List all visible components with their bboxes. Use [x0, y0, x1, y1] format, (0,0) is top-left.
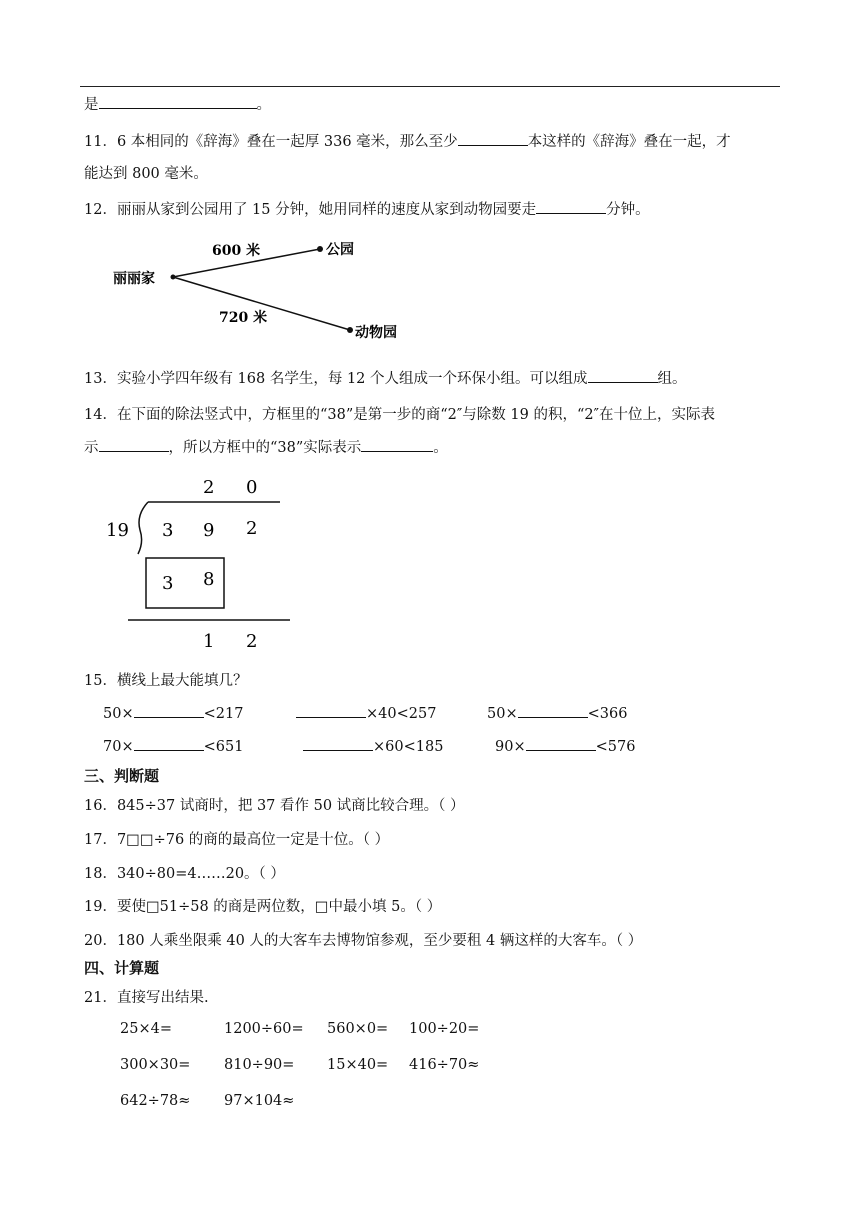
divisor: 19: [106, 520, 129, 541]
judge-question: 17．7□□÷76 的商的最高位一定是十位。（ ）: [84, 832, 390, 848]
answer-blank[interactable]: [458, 132, 528, 146]
text: ，所以方框中的“38”实际表示: [168, 440, 362, 456]
text: 示: [84, 440, 99, 456]
zoo-label: 动物园: [355, 325, 397, 341]
answer-blank[interactable]: [296, 704, 366, 718]
inequality-item: [303, 737, 443, 755]
remainder-digit: 1: [203, 631, 215, 652]
dividend-digit: 3: [162, 520, 174, 541]
text: 。: [256, 97, 271, 113]
inequality-item: [487, 704, 627, 722]
judge-question: 20．180 人乘坐限乘 40 人的大客车去博物馆参观，至少要租 4 辆这样的大客车。（ ）: [84, 933, 643, 949]
text: 50×: [487, 706, 518, 722]
park-label: 公园: [326, 242, 354, 258]
calc-item: 416÷70≈: [409, 1057, 480, 1073]
text: 70×: [103, 739, 134, 755]
text: 12．丽丽从家到公园用了 15 分钟，她用同样的速度从家到动物园要走: [84, 202, 537, 218]
section-title: 三、判断题: [84, 767, 160, 785]
calc-item: 100÷20=: [409, 1021, 480, 1037]
question-11-line1: [84, 130, 731, 151]
question-21-title: 21．直接写出结果.: [84, 990, 209, 1006]
inequality-item: [103, 704, 243, 722]
dividend-digit: 9: [203, 520, 215, 541]
home-dot: [171, 275, 176, 280]
zoo-dot: [347, 327, 353, 333]
quotient-digit: 0: [246, 477, 258, 498]
text: 90×: [495, 739, 526, 755]
answer-blank[interactable]: [134, 704, 204, 718]
answer-blank[interactable]: [518, 704, 588, 718]
question-15-title: 15．横线上最大能填几？: [84, 673, 248, 689]
inequality-item: [103, 737, 243, 755]
calc-item: 642÷78≈: [120, 1093, 191, 1109]
calc-item: 97×104≈: [224, 1093, 295, 1109]
calc-item: 560×0=: [327, 1021, 389, 1037]
answer-blank[interactable]: [361, 438, 433, 452]
text: 本这样的《辞海》叠在一起，才: [527, 134, 731, 150]
question-13: [84, 367, 687, 388]
product-digit: 8: [203, 569, 215, 590]
product-digit: 3: [162, 573, 174, 594]
answer-blank[interactable]: [526, 737, 596, 751]
text: 11．6 本相同的《辞海》叠在一起厚 336 毫米，那么至少: [84, 134, 458, 150]
text: 。: [433, 440, 448, 456]
division-bracket: [138, 502, 148, 554]
home-label: 丽丽家: [113, 271, 155, 287]
answer-blank[interactable]: [588, 369, 658, 383]
long-division-figure: [100, 470, 300, 655]
header-rule: [80, 86, 780, 87]
question-14-line2: [84, 436, 448, 457]
calc-item: 25×4=: [120, 1021, 172, 1037]
remainder-digit: 2: [246, 631, 258, 652]
answer-blank[interactable]: [536, 200, 606, 214]
route-diagram: [105, 232, 425, 347]
answer-blank[interactable]: [303, 737, 373, 751]
calc-item: 810÷90=: [224, 1057, 295, 1073]
continuation-line: [84, 93, 271, 114]
text: ×40<257: [366, 706, 437, 722]
text: 分钟。: [606, 202, 650, 218]
question-12: [84, 198, 650, 219]
dividend-digit: 2: [246, 518, 258, 539]
text: <217: [203, 706, 244, 722]
text: <576: [595, 739, 636, 755]
distance-park: 600 米: [212, 243, 261, 259]
text: <366: [587, 706, 628, 722]
calc-item: 15×40=: [327, 1057, 389, 1073]
inequality-item: [296, 704, 436, 722]
question-11-line2: 能达到 800 毫米。: [84, 166, 208, 182]
text: <651: [203, 739, 244, 755]
judge-question: 19．要使□51÷58 的商是两位数，□中最小填 5。（ ）: [84, 899, 442, 915]
distance-zoo: 720 米: [219, 310, 268, 326]
text: 是: [84, 97, 99, 113]
text: 50×: [103, 706, 134, 722]
answer-blank[interactable]: [134, 737, 204, 751]
section-title: 四、计算题: [84, 959, 160, 977]
text: 13．实验小学四年级有 168 名学生，每 12 个人组成一个环保小组。可以组成: [84, 371, 588, 387]
text: 组。: [657, 371, 687, 387]
answer-blank[interactable]: [99, 95, 257, 109]
quotient-digit: 2: [203, 477, 215, 498]
question-14-line1: 14．在下面的除法竖式中，方框里的“38”是第一步的商“2″与除数 19 的积，“2″在十位上，实际表: [84, 407, 716, 423]
calc-item: 300×30=: [120, 1057, 191, 1073]
answer-blank[interactable]: [99, 438, 169, 452]
park-dot: [317, 246, 323, 252]
judge-question: 16．845÷37 试商时，把 37 看作 50 试商比较合理。（ ）: [84, 798, 465, 814]
judge-question: 18．340÷80=4……20。（ ）: [84, 866, 285, 882]
calc-item: 1200÷60=: [224, 1021, 304, 1037]
inequality-item: [495, 737, 635, 755]
text: ×60<185: [373, 739, 444, 755]
